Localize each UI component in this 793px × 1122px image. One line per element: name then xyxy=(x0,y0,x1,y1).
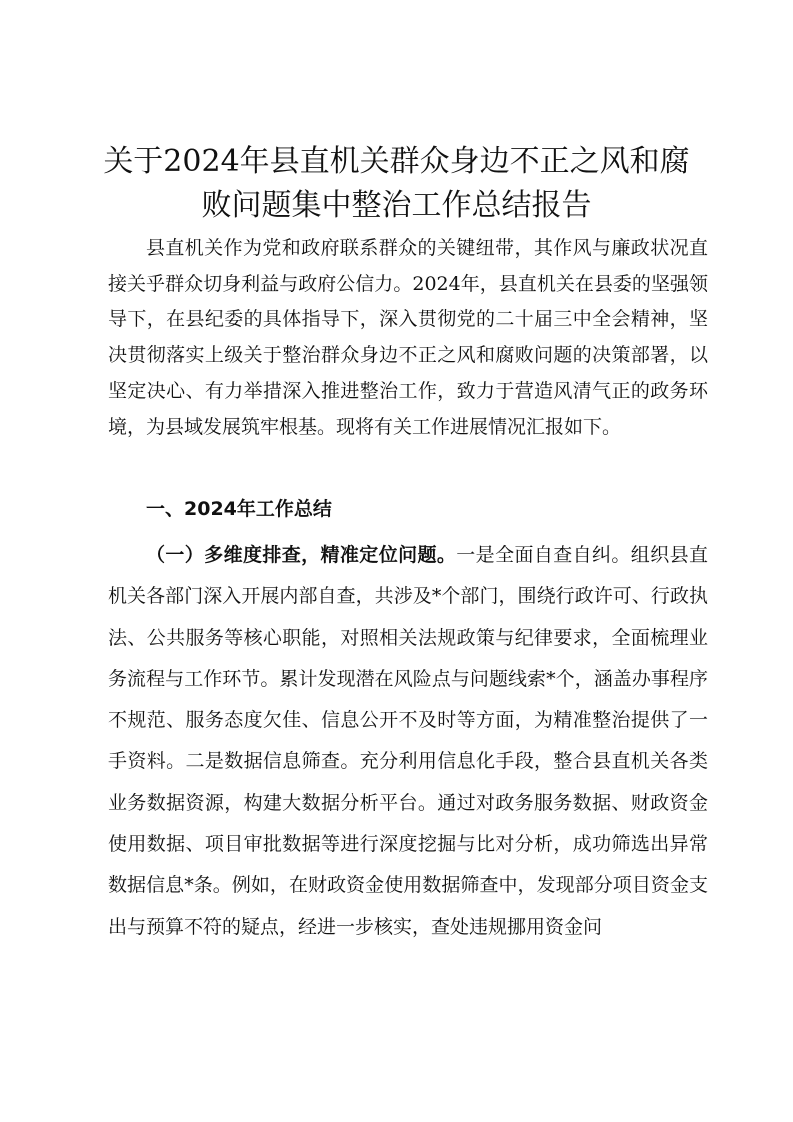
section-1-lead: （一）多维度排查，精准定位问题。 xyxy=(146,544,457,566)
section-heading: 一、2024年工作总结 xyxy=(146,498,332,520)
section-1-paragraph xyxy=(108,535,708,948)
intro-paragraph: 县直机关作为党和政府联系群众的关键纽带，其作风与廉政状况直接关乎群众切身利益与政府公信力。2024年，县直机关在县委的坚强领导下，在县纪委的具体指导下，深入贯彻党的二十届三中全会精神，坚决贯彻落实上级关于整治群众身边不正之风和腐败问题的决策部署，以坚定决心、有力举措深入推进整治工作，致力于营造风清气正的政务环境，为县域发展筑牢根基。现将有关工作进展情况汇报如下。 xyxy=(108,237,708,438)
document-title: 关于2024年县直机关群众身边不正之风和腐败问题集中整治工作总结报告 xyxy=(103,144,690,223)
section-1-text: 一是全面自查自纠。组织县直机关各部门深入开展内部自查，共涉及*个部门，围绕行政许可、行政执法、公共服务等核心职能，对照相关法规政策与纪律要求，全面梳理业务流程与工作环节。累计发现潜在风险点与问题线索*个，涵盖办事程序不规范、服务态度欠佳、信息公开不及时等方面，为精准整治提供了一手资料。二是数据信息筛查。充分利用信息化手段，整合县直机关各类业务数据资源，构建大数据分析平台。通过对政务服务数据、财政资金使用数据、项目审批数据等进行深度挖掘与比对分析，成功筛选出异常数据信息*条。例如，在财政资金使用数据筛查中，发现部分项目资金支出与预算不符的疑点，经进一步核实，查处违规挪用资金问 xyxy=(108,544,708,938)
